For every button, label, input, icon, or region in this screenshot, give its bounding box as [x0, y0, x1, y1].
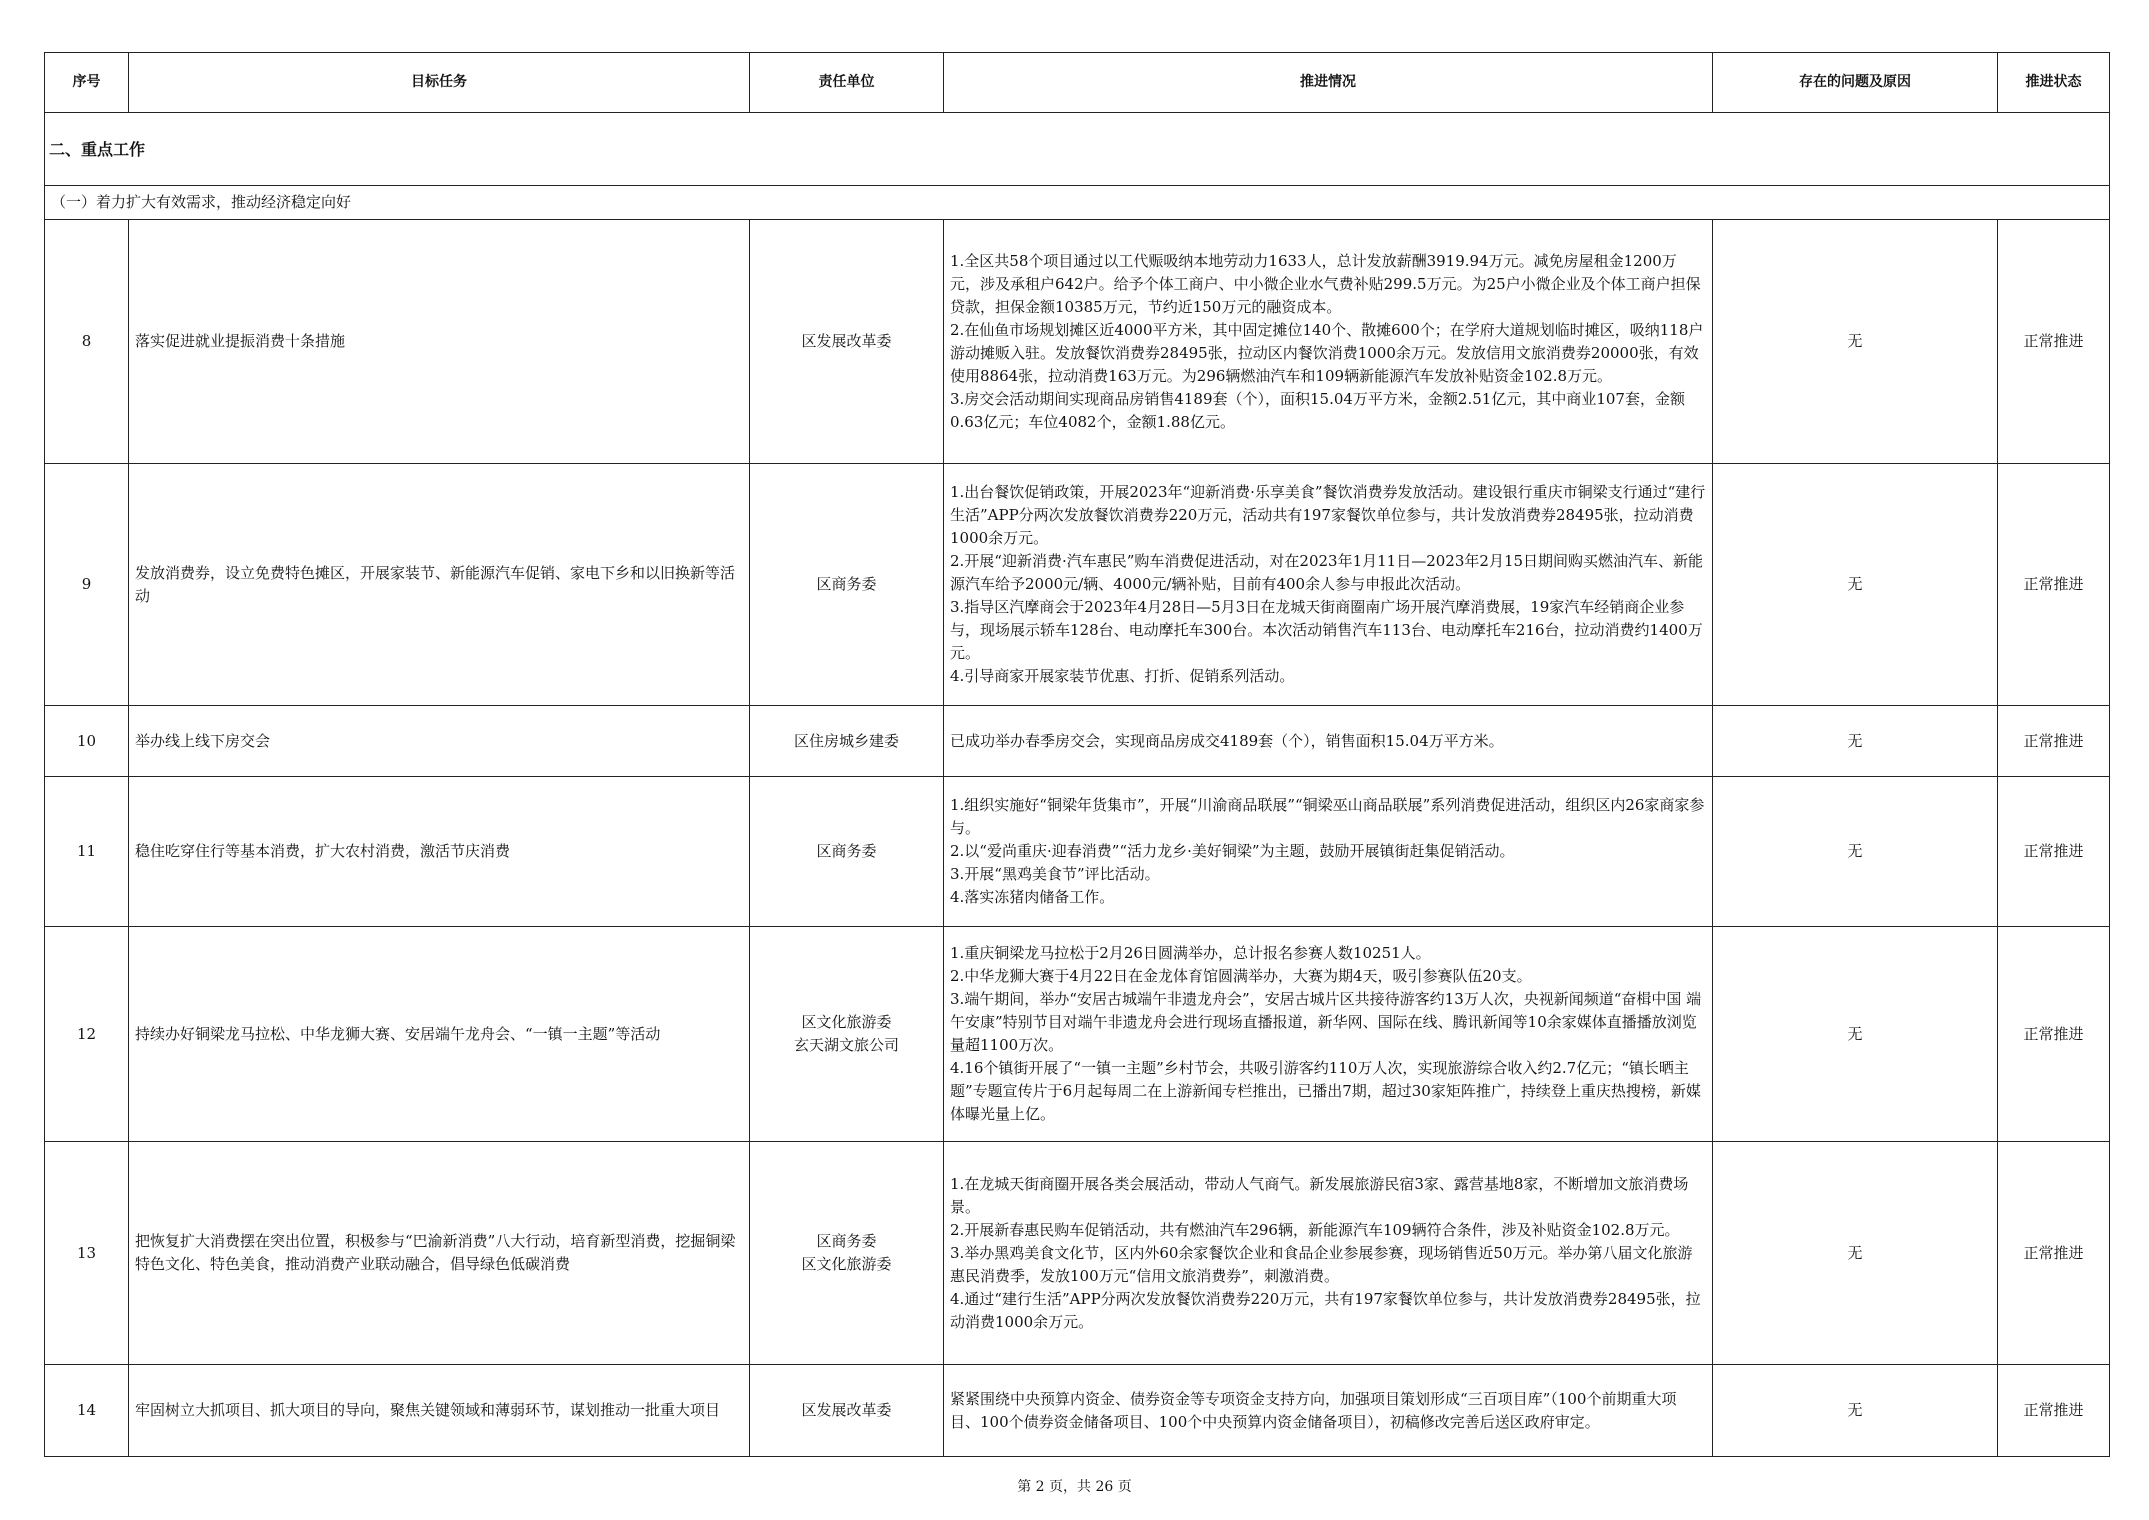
- progress-item: 2.在仙鱼市场规划摊区近4000平方米，其中固定摊位140个、散摊600个；在学府大道规划临时摊区，吸纳118户游动摊贩入驻。发放餐饮消费券28495张，拉动区内餐饮消费1000余万元。发放信用文旅消费券20000张，有效使用8864张，拉动消费163万元。为296辆燃油汽车和109辆新能源汽车发放补贴资金102.8万元。: [950, 320, 1704, 385]
- table-row: [45, 706, 2110, 777]
- row-progress: [944, 1365, 1713, 1457]
- progress-item: 1.出台餐饮促销政策，开展2023年“迎新消费·乐享美食”餐饮消费券发放活动。建设银行重庆市铜梁支行通过“建行生活”APP分两次发放餐饮消费券220万元，活动共有197家餐饮单位参与，共计发放消费券28495张，拉动消费1000余万元。: [950, 483, 1706, 547]
- progress-item: 1.全区共58个项目通过以工代赈吸纳本地劳动力1633人，总计发放薪酬3919.94万元。减免房屋租金1200万元，涉及承租户642户。给予个体工商户、中小微企业水气费补贴299.5万元。为25户小微企业及个体工商户担保贷款，担保金额10385万元，节约近150万元的融资成本。: [950, 251, 1701, 316]
- header-no: 序号: [45, 53, 129, 113]
- progress-item: 1.在龙城天街商圈开展各类会展活动，带动人气商气。新发展旅游民宿3家、露营基地8家，不断增加文旅消费场景。: [950, 1174, 1689, 1216]
- subsection-row: [45, 186, 2110, 220]
- row-task: 牢固树立大抓项目、抓大项目的导向，聚焦关键领域和薄弱环节，谋划推动一批重大项目: [129, 1365, 750, 1457]
- row-issues: 无: [1713, 927, 1998, 1142]
- row-status: 正常推进: [1998, 220, 2110, 464]
- row-task: 把恢复扩大消费摆在突出位置，积极参与“巴渝新消费”八大行动，培育新型消费，挖掘铜梁特色文化、特色美食，推动消费产业联动融合，倡导绿色低碳消费: [129, 1142, 750, 1365]
- progress-item: 3.举办黑鸡美食文化节，区内外60余家餐饮企业和食品企业参展参赛，现场销售近50万元。举办第八届文化旅游惠民消费季，发放100万元“信用文旅消费券”，刺激消费。: [950, 1243, 1693, 1285]
- unit-line: 区商务委: [816, 575, 877, 593]
- row-no: 10: [45, 706, 129, 777]
- row-task: 持续办好铜梁龙马拉松、中华龙狮大赛、安居端午龙舟会、“一镇一主题”等活动: [129, 927, 750, 1142]
- progress-item: 1.组织实施好“铜梁年货集市”，开展“川渝商品联展”“铜梁巫山商品联展”系列消费促进活动，组织区内26家商家参与。: [950, 796, 1705, 837]
- unit-line: 区文化旅游委: [801, 1255, 892, 1273]
- unit-line: 区商务委: [816, 1232, 877, 1250]
- progress-item: 2.以“爱尚重庆·迎春消费”“活力龙乡·美好铜梁”为主题，鼓励开展镇街赶集促销活动。: [950, 842, 1515, 860]
- header-task: 目标任务: [129, 53, 750, 113]
- row-unit: [750, 706, 944, 777]
- row-progress: [944, 706, 1713, 777]
- row-progress: [944, 464, 1713, 706]
- progress-item: 4.16个镇街开展了“一镇一主题”乡村节会，共吸引游客约110万人次，实现旅游综合收入约2.7亿元；“镇长晒主题”专题宣传片于6月起每周二在上游新闻专栏推出，已播出7期，超过30家矩阵推广，持续登上重庆热搜榜，新媒体曝光量上亿。: [950, 1059, 1701, 1123]
- progress-item: 3.指导区汽摩商会于2023年4月28日—5月3日在龙城天街商圈南广场开展汽摩消费展，19家汽车经销商企业参与，现场展示轿车128台、电动摩托车300台。本次活动销售汽车113台、电动摩托车216台，拉动消费约1400万元。: [950, 598, 1703, 662]
- table-row: [45, 1365, 2110, 1457]
- unit-line: 玄天湖文旅公司: [793, 1036, 899, 1054]
- row-task: 举办线上线下房交会: [129, 706, 750, 777]
- row-no: 11: [45, 777, 129, 927]
- progress-item: 4.通过“建行生活”APP分两次发放餐饮消费券220万元，共有197家餐饮单位参与，共计发放消费券28495张，拉动消费1000余万元。: [950, 1289, 1701, 1331]
- progress-item: 紧紧围绕中央预算内资金、债券资金等专项资金支持方向，加强项目策划形成“三百项目库”（100个前期重大项目、100个债券资金储备项目、100个中央预算内资金储备项目），初稿修改完善后送区政府审定。: [950, 1389, 1677, 1431]
- unit-line: 区发展改革委: [801, 1401, 892, 1419]
- row-progress: [944, 1142, 1713, 1365]
- subsection-title: （一）着力扩大有效需求，推动经济稳定向好: [45, 186, 2110, 220]
- progress-table: [44, 52, 2110, 1457]
- header-unit: 责任单位: [750, 53, 944, 113]
- header-row: [45, 53, 2110, 113]
- row-issues: 无: [1713, 777, 1998, 927]
- section-row: [45, 113, 2110, 186]
- header-issues: 存在的问题及原因: [1713, 53, 1998, 113]
- row-no: 12: [45, 927, 129, 1142]
- progress-item: 4.落实冻猪肉储备工作。: [950, 888, 1115, 906]
- row-issues: 无: [1713, 1365, 1998, 1457]
- table-row: [45, 777, 2110, 927]
- row-progress: [944, 777, 1713, 927]
- progress-item: 2.中华龙狮大赛于4月22日在金龙体育馆圆满举办，大赛为期4天，吸引参赛队伍20支。: [950, 967, 1532, 985]
- row-task: 发放消费券，设立免费特色摊区，开展家装节、新能源汽车促销、家电下乡和以旧换新等活动: [129, 464, 750, 706]
- row-status: 正常推进: [1998, 464, 2110, 706]
- progress-item: 1.重庆铜梁龙马拉松于2月26日圆满举办，总计报名参赛人数10251人。: [950, 944, 1431, 962]
- row-no: 13: [45, 1142, 129, 1365]
- header-progress: 推进情况: [944, 53, 1713, 113]
- row-unit: [750, 1142, 944, 1365]
- progress-item: 2.开展新春惠民购车促销活动，共有燃油汽车296辆，新能源汽车109辆符合条件，涉及补贴资金102.8万元。: [950, 1220, 1680, 1239]
- section-title: 二、重点工作: [45, 113, 2110, 186]
- row-task: 落实促进就业提振消费十条措施: [129, 220, 750, 464]
- row-status: 正常推进: [1998, 1142, 2110, 1365]
- row-unit: [750, 464, 944, 706]
- row-no: 8: [45, 220, 129, 464]
- unit-line: 区住房城乡建委: [793, 731, 899, 750]
- row-status: 正常推进: [1998, 777, 2110, 927]
- progress-item: 3.开展“黑鸡美食节”评比活动。: [950, 865, 1160, 883]
- progress-item: 3.房交会活动期间实现商品房销售4189套（个），面积15.04万平方米，金额2.51亿元，其中商业107套，金额0.63亿元；车位4082个，金额1.88亿元。: [950, 389, 1685, 431]
- unit-line: 区发展改革委: [801, 332, 892, 350]
- row-unit: [750, 220, 944, 464]
- row-unit: [750, 927, 944, 1142]
- progress-item: 2.开展“迎新消费·汽车惠民”购车消费促进活动，对在2023年1月11日—2023年2月15日期间购买燃油汽车、新能源汽车给予2000元/辆、4000元/辆补贴，目前有400余人参与申报此次活动。: [950, 552, 1704, 593]
- progress-item: 3.端午期间，举办“安居古城端午非遗龙舟会”，安居古城片区共接待游客约13万人次，央视新闻频道“奋楫中国 端午安康”特别节目对端午非遗龙舟会进行现场直播报道，新华网、国际在线、腾讯新闻等10余家媒体直播播放浏览量超1100万次。: [950, 990, 1702, 1054]
- row-status: 正常推进: [1998, 706, 2110, 777]
- table-row: [45, 927, 2110, 1142]
- row-task: 稳住吃穿住行等基本消费，扩大农村消费，激活节庆消费: [129, 777, 750, 927]
- progress-item: 已成功举办春季房交会，实现商品房成交4189套（个），销售面积15.04万平方米。: [950, 731, 1504, 750]
- row-unit: [750, 1365, 944, 1457]
- row-issues: 无: [1713, 220, 1998, 464]
- row-unit: [750, 777, 944, 927]
- table-row: [45, 1142, 2110, 1365]
- table-row: [45, 464, 2110, 706]
- table-row: [45, 220, 2110, 464]
- unit-line: 区商务委: [816, 842, 877, 860]
- row-issues: 无: [1713, 1142, 1998, 1365]
- page-footer: 第 2 页，共 26 页: [1017, 1479, 1132, 1495]
- row-no: 9: [45, 464, 129, 706]
- row-no: 14: [45, 1365, 129, 1457]
- row-issues: 无: [1713, 706, 1998, 777]
- row-progress: [944, 927, 1713, 1142]
- row-status: 正常推进: [1998, 1365, 2110, 1457]
- row-issues: 无: [1713, 464, 1998, 706]
- unit-line: 区文化旅游委: [801, 1013, 892, 1031]
- report-sheet: [44, 52, 2109, 1457]
- row-progress: [944, 220, 1713, 464]
- row-status: 正常推进: [1998, 927, 2110, 1142]
- header-status: 推进状态: [1998, 53, 2110, 113]
- progress-item: 4.引导商家开展家装节优惠、打折、促销系列活动。: [950, 667, 1295, 685]
